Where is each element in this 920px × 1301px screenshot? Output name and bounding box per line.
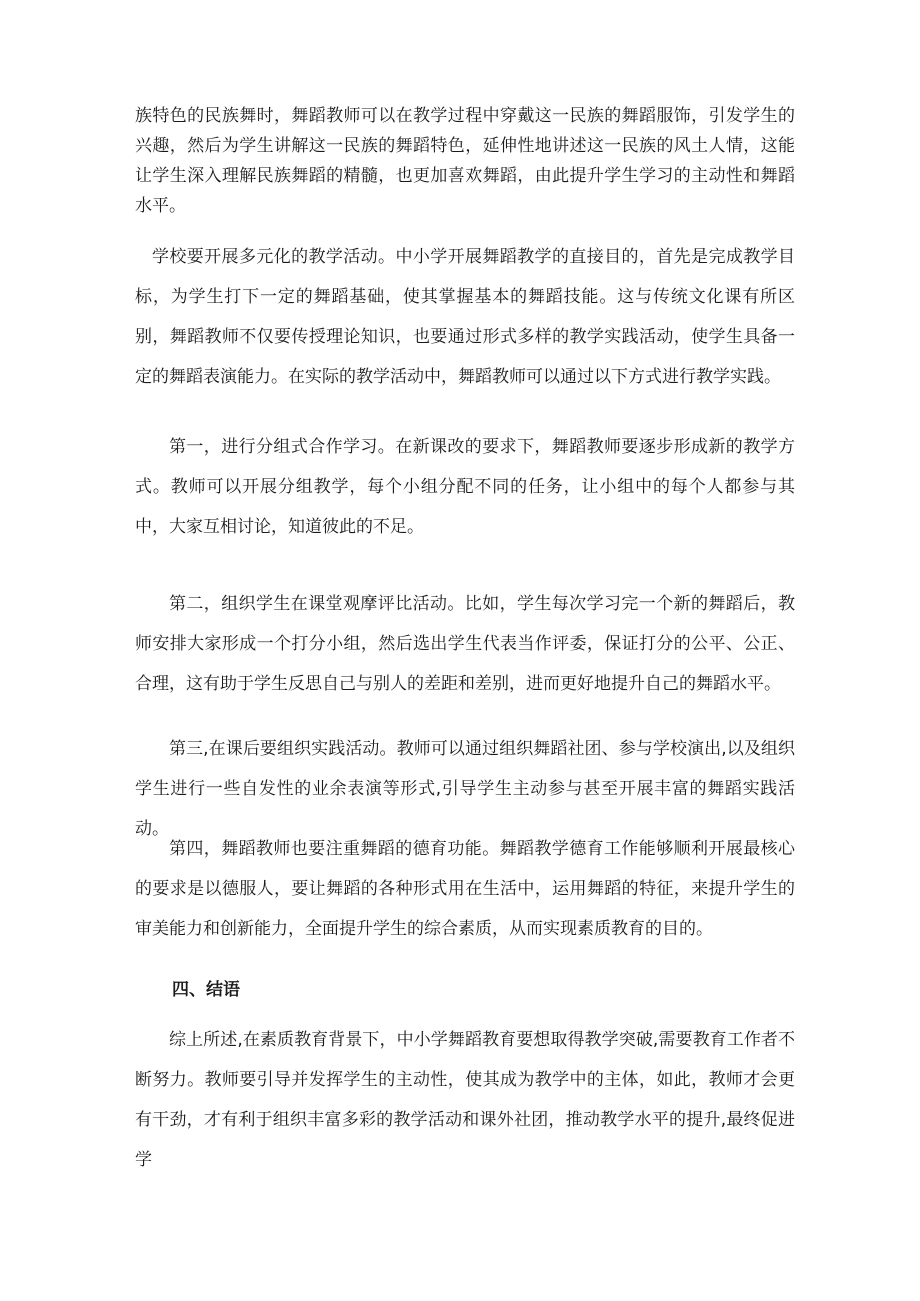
paragraph-diverse-activities: 学校要开展多元化的教学活动。中小学开展舞蹈教学的直接目的，首先是完成教学目标，为学生打下一定的舞蹈基础，使其掌握基本的舞蹈技能。这与传统文化课有所区别，舞蹈教师不仅要传授理论知识，也要通过形式多样的教学实践活动，使学生具备一定的舞蹈表演能力。在实际的教学活动中，舞蹈教师可以通过以下方式进行教学实践。 [135, 247, 795, 387]
paragraph-practice-activities: 第三,在课后要组织实践活动。教师可以通过组织舞蹈社团、参与学校演出,以及组织学生进行一些自发性的业余表演等形式,引导学生主动参与甚至开展丰富的舞蹈实践活动。 [135, 739, 795, 839]
paragraph-conclusion: 综上所述,在素质教育背景下，中小学舞蹈教育要想取得教学突破,需要教育工作者不断努力。教师要引导并发挥学生的主动性，使其成为教学中的主体，如此，教师才会更有干劲，才有利于组织丰富多彩的教学活动和课外社团，推动教学水平的提升,最终促进学 [135, 1030, 795, 1170]
paragraph-ethnic-dance: 族特色的民族舞时，舞蹈教师可以在教学过程中穿戴这一民族的舞蹈服饰，引发学生的兴趣，然后为学生讲解这一民族的舞蹈特色，延伸性地讲述这一民族的风土人情，这能让学生深入理解民族舞蹈的精髓，也更加喜欢舞蹈，由此提升学生学习的主动性和舞蹈水平。 [135, 106, 795, 216]
section-heading-conclusion: 四、结语 [172, 980, 240, 1000]
paragraph-moral-education: 第四，舞蹈教师也要注重舞蹈的德育功能。舞蹈教学德育工作能够顺利开展最核心的要求是以德服人，要让舞蹈的各种形式用在生活中，运用舞蹈的特征，来提升学生的审美能力和创新能力，全面提升学生的综合素质，从而实现素质教育的目的。 [135, 839, 795, 939]
paragraph-peer-evaluation: 第二，组织学生在课堂观摩评比活动。比如，学生每次学习完一个新的舞蹈后，教师安排大家形成一个打分小组，然后选出学生代表当作评委，保证打分的公平、公正、合理，这有助于学生反思自己与别人的差距和差别，进而更好地提升自己的舞蹈水平。 [135, 594, 795, 694]
paragraph-group-learning: 第一，进行分组式合作学习。在新课改的要求下，舞蹈教师要逐步形成新的教学方式。教师可以开展分组教学，每个小组分配不同的任务，让小组中的每个人都参与其中，大家互相讨论，知道彼此的不足。 [135, 437, 795, 537]
